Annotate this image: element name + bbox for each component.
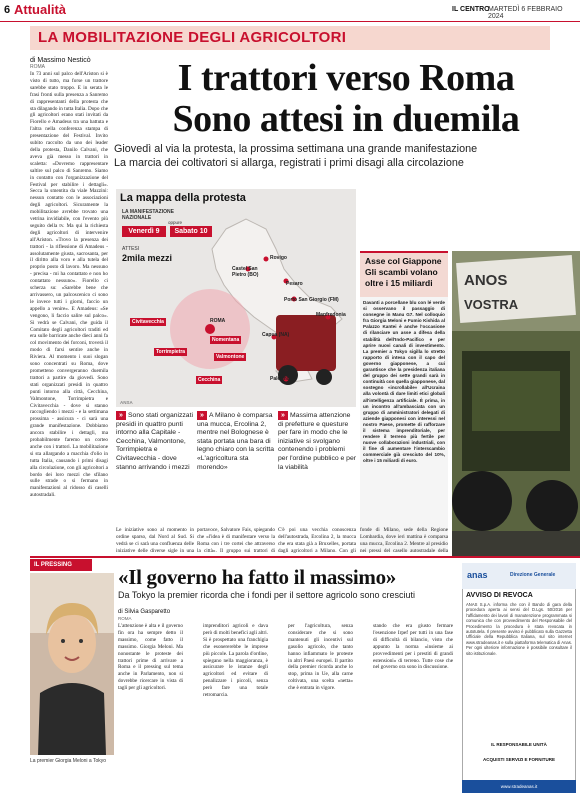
city-label: Palermo — [270, 376, 290, 382]
city-label: Porto San Giorgio (FM) — [284, 297, 339, 303]
arrow-icon: » — [197, 411, 207, 420]
city-label: ROMA — [210, 318, 226, 324]
rome-marker — [205, 324, 215, 334]
city-label: Pesaro — [286, 281, 303, 287]
tractor-protest-photo — [452, 251, 580, 556]
tractor-wheel-icon — [316, 369, 332, 385]
map-title: La mappa della protesta — [120, 192, 246, 204]
ad-signature-unit: ACQUISTI SERVIZI E FORNITURE — [483, 757, 555, 762]
page-number: 6 — [4, 4, 11, 16]
city-label: Castel San Pietro (BO) — [232, 266, 259, 278]
article2-column: stando che era giusto fermare l'esenzione Irpef per tutti in una fase di difficoltà di bilancio, visto che appunto la norma «insieme ai provvedimenti per i prestiti di grandi estensioni» di terreno. Tutte cose che nel governo ora sono in discussione. — [373, 623, 453, 671]
article-column: fonde di Milano, sede della Regione Lombardia, dove ieri mattina è comparsa una mucca, Ercolina 2. Mentre al presidio nei pressi del casello autostradale della — [360, 527, 448, 554]
arrow-icon: » — [116, 411, 126, 420]
presidio-label: Torrimpietra — [156, 349, 186, 355]
page-header — [0, 0, 580, 22]
topic-kicker: LA MOBILITAZIONE DEGLI AGRICOLTORI — [30, 26, 550, 50]
section-divider — [30, 556, 580, 558]
article2-column: L'attenzione è alta e il governo fin ora ha sempre detto il massimo, come fatto il massimo. Giorgia Meloni. Ma nonostante le proteste dei trattori prime di arrivare a Roma e il pressing sul tema anche in Parlamento, non si dovrebbe ricercare in vista di tagli per gli agricoltori. — [118, 623, 183, 692]
subtitle-line-2: La marcia dei coltivatori si allarga, registrati i primi disagi alla circolazione — [114, 157, 464, 169]
tractor-wheel-icon — [278, 365, 298, 385]
ad-text: ANAS S.p.A. informa che con il Bando di gara della procedura aperta ai sensi del D.Lgs. 50/2016 per l'affidamento dei lavori di manutenzione programmata si comunica che con provvedimento del Responsabile del Procedimento la procedura è stata revocata in autotutela. Il presente avviso è pubblicato sulla Gazzetta Ufficiale della Repubblica Italiana, sul sito internet www.stradeanas.it e sulla piattaforma telematica di Anas. Per ogni ulteriore informazione è possibile consultare il sito istituzionale. — [466, 602, 572, 656]
date-or-label: oppure — [168, 220, 183, 225]
headline-line-1: I trattori verso Roma — [177, 57, 515, 99]
arrow-icon: » — [278, 411, 288, 420]
photo-caption: La premier Giorgia Meloni a Tokyo — [30, 758, 107, 764]
anas-logo: anas — [467, 570, 488, 580]
highlight-text: Sono stati organizzati presidi in quattro punti intorno alla Capitale - Cecchina, Valmontone, Torrimpietra e Civitavecchia - dove stanno arrivando i mezzi — [116, 412, 193, 471]
portrait-graphic — [30, 573, 114, 755]
ad-title: AVVISO DI REVOCA — [466, 592, 533, 599]
article-column: Le iniziative sono al momento in ordine sparso, dal Nord al Sud. Si vedrà se ci sarà una confluenza delle iniziative delle diverse sigle in una — [116, 527, 194, 554]
presidio-label: Civitavecchia — [132, 319, 164, 325]
newspaper-name: IL CENTRO — [452, 6, 490, 13]
article-place: ROMA — [30, 64, 45, 70]
highlight-item — [278, 411, 356, 529]
article-subtitle — [114, 142, 578, 170]
section-title[interactable]: Attualità — [14, 2, 66, 17]
presidio-label: Valmontone — [216, 354, 245, 360]
map-subtitle: LA MANIFESTAZIONE NAZIONALE — [122, 209, 174, 221]
photo-graphic — [452, 251, 580, 556]
svg-text:VOSTRA: VOSTRA — [464, 297, 519, 312]
presidio-label: Nomentana — [212, 337, 240, 343]
article2-place: ROMA — [118, 616, 132, 621]
highlight-text: A Milano è comparsa una mucca, Ercolina 2, mentre nel Bolognese è stata portata una bara di legno chiaro con la scritta «L'agricoltura sta morendo» — [197, 412, 275, 471]
article2-column: per l'agricoltura, senza considerare che si sono mantenuti gli incentivi sul gasolio agricolo, che tanto hanno infiammato le proteste in altri Paesi europei. Il partito della premier ricorda anche lo stop, prima in Ue, alla carne coltivata, una scelta «netta» che è entrata in vigore. — [288, 623, 353, 692]
date-badge-1: Venerdì 9 — [122, 226, 166, 237]
sidebar-text: Davanti a porcellane blu con lé verde si osservano il passaggio di consegne in Manu G7. Nel colloquio fra Giorgia Meloni e Fumio Kishida al Palazzo Kantei è anche l'occasione di rilanciare un asse a difesa della stabilità dell'Indo-Pacifico e per aprire nuovi canali di investimento. La premier a Tokyo sigilla lo stretto rapporto di intesa con il capo del governo giapponese, a cui garantisce che la presidenza italiana del gruppo dei sette grandi sarà in continuità con quella giapponese, dal sostegno «incrollabile» all'Ucraina alla volontà di dare limiti etici globali all'intelligenza artificiale. È prima, in un incontro all'ambasciata con un gruppo di amministratori delegati di aziende giapponesi con interessi nel nostro Paese, promette di rafforzare il sistema imprenditoriale, per rendere il terreno più fertile per nuove collaborazioni industriali, con il fine di aumentare l'interscambio commerciale già cresciuto del 10%, oltre i 15 miliardi di euro. — [363, 300, 445, 464]
city-marker — [264, 257, 269, 262]
subtitle-line-1: Giovedì al via la protesta, la prossima settimana una grande manifestazione — [114, 143, 478, 155]
date-badge-2: Sabato 10 — [170, 226, 212, 237]
expected-label: ATTESI — [122, 246, 140, 252]
ad-footer-link[interactable]: www.stradeanas.it — [462, 780, 576, 793]
ad-direction: Direzione Generale — [510, 572, 556, 578]
highlight-item — [116, 411, 194, 529]
headline-line-2: Sono attesi in duemila — [172, 98, 520, 140]
article-headline — [116, 58, 576, 140]
section-label: IL PRESSING — [30, 559, 92, 571]
article2-column: imprenditori agricoli e dava però di molti benefici agli altri. Si è prospettato una franchigia che esonererebbe le imprese più piccole. La parola d'ordine, spiegano nella maggioranza, è assicurare le istanze degli agricoltori ed evitare di penalizzare i piccoli, senza però fare una totale retromarcia. — [203, 623, 268, 699]
article2-headline: «Il governo ha fatto il massimo» — [118, 565, 396, 589]
issue-date: MARTEDÌ 6 FEBBRAIO 2024 — [488, 6, 563, 20]
article2-byline: di Silvia Gasparetto — [118, 609, 171, 615]
tractor-illustration — [276, 315, 336, 371]
map-credit: ANSA — [120, 400, 133, 405]
sidebar-title: Asse col Giappone Gli scambi volano oltre i 15 miliardi — [360, 253, 448, 297]
article-byline: di Massimo Nesticò — [30, 57, 91, 64]
highlight-text: Massima attenzione di prefetture e questure per fare in modo che le iniziative si svolgano contenendo i problemi per l'ordine pubblico e per la viabilità — [278, 412, 357, 471]
article-body-column: In 73 anni sul palco dell'Ariston si è visto di tutto, ma forse un trattore sarebbe stato troppo. E in serata le frasi fronti sulla presenza a Sanremo di rappresentanti della protesta che sta dilagando in tutta Italia. Dopo che gli agricoltori erano stati invitati da Fiorello e Amadeus tra una battuta e l'altra nella conferenza stampa di presentazione del Festival. Invito subito raccolto da uno dei leader della protesta, Danilo Calvani, che aveva già messo in trattori in scaletta: «Dovremo rappresentare saltire sul palco di Sanremo. Siamo in contatto con l'organizzazione del Festival per stabilire i dettagli». Secca la smentita da viale Mazzini: nessun contatto con le associazioni degli agricoltori. Sicuramente la mobilitazione avrebbe trovato una vetrina invidiabile, con l'evento più seguito della tv. Ma qui la richiesta degli agricoltori di intervenire all'Ariston. «Trovo la presenza dei trattori - la riflessione di Amadeus - assolutamente giusta, sacrosanta, per il diritto alla voro e alla tutela del proprio posto di lavoro. Ma nessuno - precisa - mi ha contattato e non ho contattato nessuno». Fiorello ci scherza su: «Sarebbe bene che arrivassero, un palcoscenico ci sono le invece tutti i giorni, faccio un appello a venire». E Amadeus: «Se vengono, li faccio salire sul palco». Si vedrà se Calvani, che guida il Comitato degli agricoltori traditi ed era sulle barricate anche dieci anni fa col movimento dei forconi, troverà il modo di farsi sentire anche in Riviera. Al momento i suoi slogan sono concentrati su Roma, dove prometteno convergeranno duemila trattori a partire da giovedì. Sono stati organizzati presidi in quattro punti intorno alla città, Cecchina, Valmontone, Torrimpietra e Civitavecchia - dove si stanno raccogliendo i mezzi - e la settimana prossima - assicura - ci sarà una grande manifestazione. Dobbiamo ancora stabilire i dettagli, ma probabilmente faremo un corteo anche con i trattori. La mobilitazione si sta allargando a macchia d'olio in tutta Italia, causando i primi disagi alla circolazione, con gli agricoltori a bordo dei loro mezzi che sfilano sulle strade o si fermano in manifestazioni al ridosso di caselli autostradali. — [30, 71, 108, 499]
city-label: Manfredonia — [316, 312, 346, 318]
ad-signature-role: IL RESPONSABILE UNITÀ — [491, 742, 547, 747]
presidio-label: Cecchina — [198, 377, 221, 383]
svg-text:ANOS: ANOS — [464, 272, 508, 289]
city-label: Rovigo — [270, 255, 287, 261]
article-column: C'è poi una vecchia conoscenza dell'autostrada, Ercolina 2, la mucca che era stata già a Bruxelles, portata dagli agricoltori a Milano. Con gli — [278, 527, 356, 554]
article-column: portavoce, Salvatore Fais, spiegando che «l'idea è di manifestare verso la Roma con i tre cortei che attraverso la città». Il gruppo sui trattori di — [197, 527, 275, 554]
highlight-item — [197, 411, 275, 529]
expected-count: 2mila mezzi — [122, 253, 173, 263]
meloni-photo — [30, 573, 114, 755]
article2-subtitle: Da Tokyo la premier ricorda che i fondi per il settore agricolo sono cresciuti — [118, 590, 415, 600]
city-label: Capua (NA) — [262, 332, 290, 338]
